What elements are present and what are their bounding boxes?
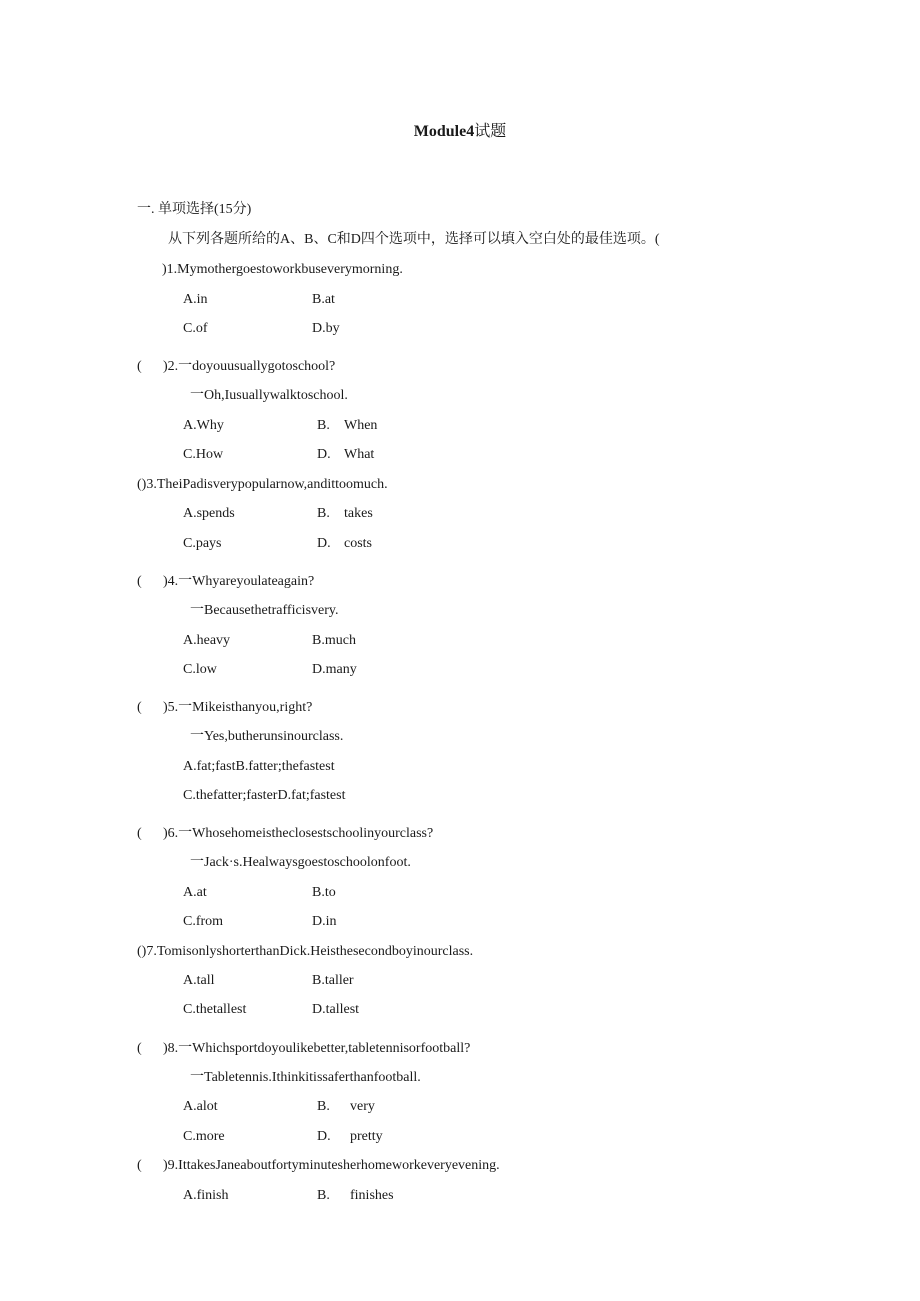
q7-option-a: A.tall — [183, 973, 215, 988]
q7-option-b: B.taller — [312, 973, 354, 988]
q2-option-a: A.Why — [183, 418, 224, 433]
answer-blank: ( — [137, 574, 142, 589]
q3-option-c: C.pays — [183, 536, 222, 551]
q6-reply: 一Jack·s.Healwaysgoestoschoolonfoot. — [190, 855, 411, 870]
q8-option-a: A.alot — [183, 1099, 218, 1114]
q2-reply: 一Oh,Iusuallywalktoschool. — [190, 388, 348, 403]
q3-option-d: costs — [344, 536, 372, 551]
page-title — [0, 118, 920, 141]
question-text: )8.一Whichsportdoyoulikebetter,tabletennisorfootball? — [163, 1041, 471, 1056]
q4-option-a: A.heavy — [183, 633, 231, 648]
section-instruction: 从下列各题所给的A、B、C和D四个选项中，选择可以填入空白处的最佳选项。( — [168, 232, 660, 247]
q6-option-b: B.to — [312, 885, 336, 900]
answer-blank: ( — [137, 700, 142, 715]
question-7: ()7.TomisonlyshorterthanDick.Heisthesecondboyinourclass. — [137, 944, 474, 959]
answer-blank: ( — [137, 359, 142, 374]
q1-option-d: D.by — [312, 321, 340, 336]
question-9 — [137, 1157, 500, 1175]
q3-option-b: takes — [344, 506, 373, 521]
q5-options-ab: A.fat;fastB.fatter;thefastest — [183, 759, 335, 774]
q7-option-d: D.tallest — [312, 1002, 360, 1017]
question-3: ()3.TheiPadisverypopularnow,andittoomuch. — [137, 477, 388, 492]
q1-option-b: B.at — [312, 292, 335, 307]
q2-option-d: What — [344, 447, 375, 462]
answer-blank: ( — [137, 826, 142, 841]
question-6 — [137, 825, 433, 843]
q2-option-d-letter: D. — [317, 447, 331, 462]
question-text: )5.一Mikeisthanyou,right? — [163, 700, 313, 715]
q1-option-a: A.in — [183, 292, 208, 307]
question-text: )4.一Whyareyoulateagain? — [163, 574, 315, 589]
q4-option-d: D.many — [312, 662, 357, 677]
question-5 — [137, 699, 312, 717]
answer-blank: ( — [137, 1158, 142, 1173]
title-main: Module4 — [413, 123, 475, 140]
section-heading: 一. 单项选择(15分) — [137, 202, 252, 217]
q8-option-b: very — [350, 1099, 375, 1114]
q9-option-b: finishes — [350, 1188, 394, 1203]
q9-option-b-letter: B. — [317, 1188, 330, 1203]
q2-option-c: C.How — [183, 447, 224, 462]
q3-option-d-letter: D. — [317, 536, 331, 551]
q8-option-d-letter: D. — [317, 1129, 331, 1144]
q8-option-c: C.more — [183, 1129, 225, 1144]
q8-option-d: pretty — [350, 1129, 383, 1144]
q7-option-c: C.thetallest — [183, 1002, 247, 1017]
title-cn: 试题 — [474, 123, 507, 140]
q4-option-b: B.much — [312, 633, 356, 648]
q6-option-a: A.at — [183, 885, 207, 900]
q6-option-c: C.from — [183, 914, 224, 929]
q9-option-a: A.finish — [183, 1188, 229, 1203]
q6-option-d: D.in — [312, 914, 337, 929]
q8-option-b-letter: B. — [317, 1099, 330, 1114]
question-4 — [137, 573, 314, 591]
q5-reply: 一Yes,butherunsinourclass. — [190, 729, 344, 744]
q8-reply: 一Tabletennis.Ithinkitissaferthanfootball. — [190, 1070, 421, 1085]
q1-option-c: C.of — [183, 321, 208, 336]
question-text: )2.一doyouusuallygotoschool? — [163, 359, 336, 374]
question-2 — [137, 358, 335, 376]
q4-reply: 一Becausethetrafficisvery. — [190, 603, 339, 618]
q2-option-b: When — [344, 418, 378, 433]
question-1: )1.Mymothergoestoworkbuseverymorning. — [162, 262, 403, 277]
q2-option-b-letter: B. — [317, 418, 330, 433]
q5-options-cd: C.thefatter;fasterD.fat;fastest — [183, 788, 346, 803]
q4-option-c: C.low — [183, 662, 217, 677]
answer-blank: ( — [137, 1041, 142, 1056]
question-8 — [137, 1040, 470, 1058]
q3-option-a: A.spends — [183, 506, 235, 521]
question-text: )6.一Whosehomeistheclosestschoolinyourclass? — [163, 826, 434, 841]
q3-option-b-letter: B. — [317, 506, 330, 521]
question-text: )9.IttakesJaneaboutfortyminutesherhomeworkeveryevening. — [163, 1158, 500, 1173]
